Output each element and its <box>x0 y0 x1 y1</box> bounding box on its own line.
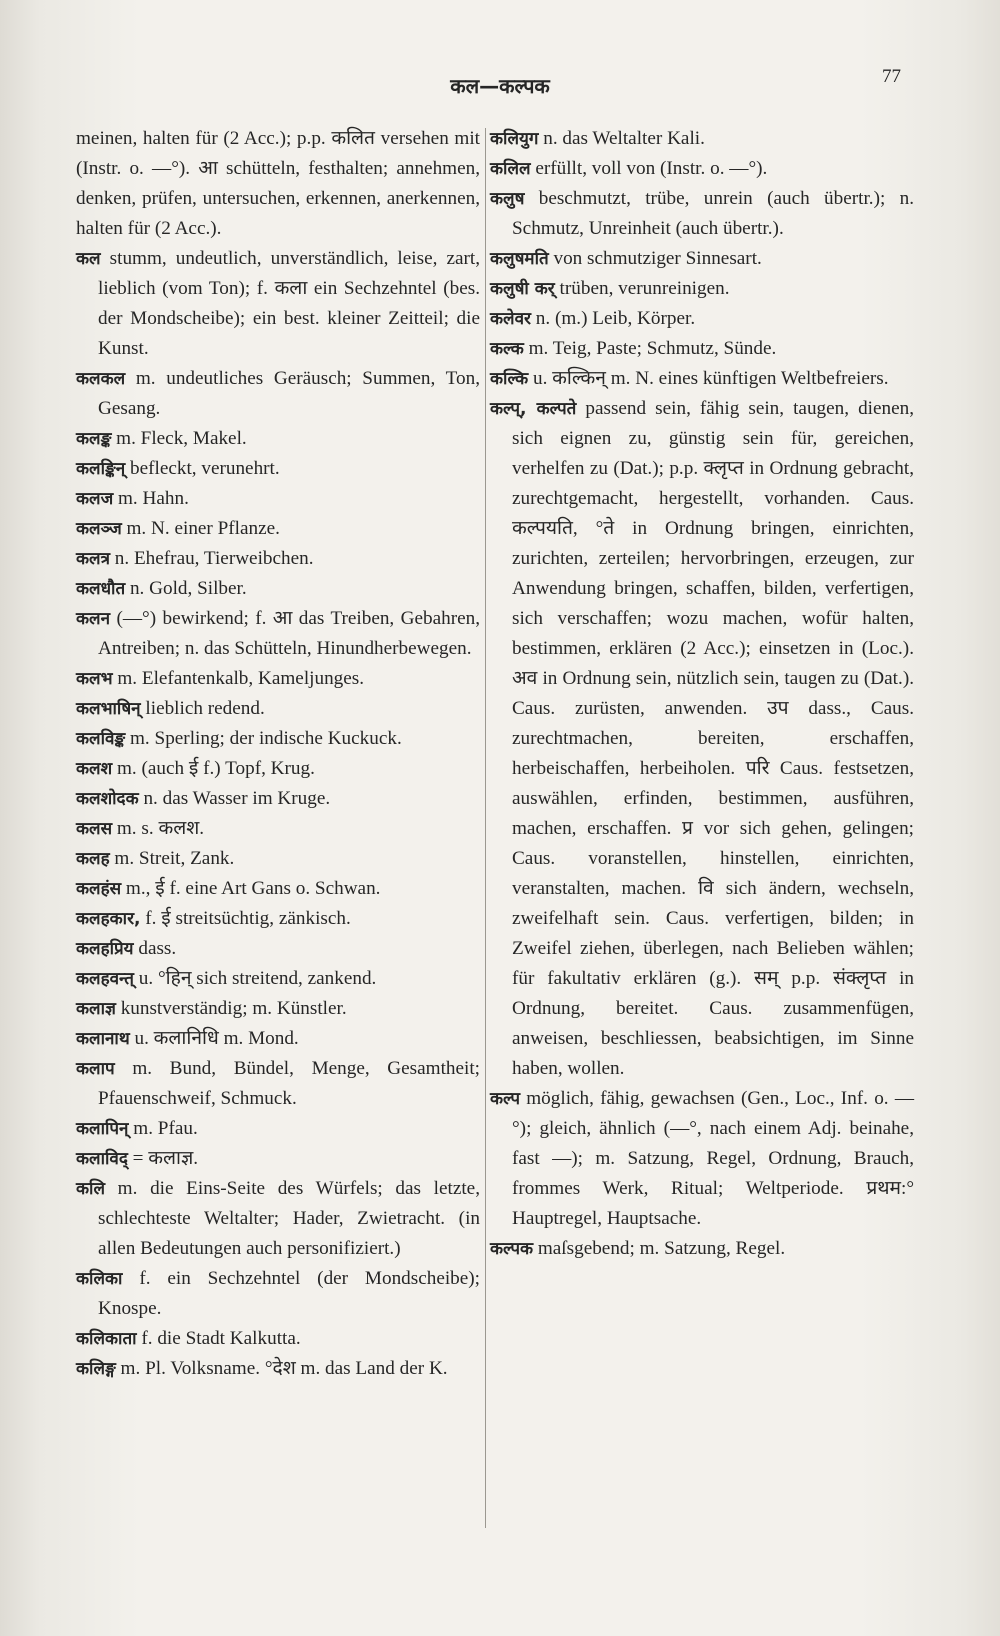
dictionary-entry <box>76 724 480 754</box>
entry-definition: m. Teig, Paste; Schmutz, Sünde. <box>528 338 777 359</box>
entry-definition: meinen, halten für (2 Acc.); p.p. कलित versehen mit (Instr. o. —°). आ schütteln, festhalten; annehmen, denken, prüfen, untersuchen, erkennen, anerkennen, halten für (2 Acc.). <box>76 128 480 239</box>
dictionary-entry <box>76 574 480 604</box>
entry-definition: = कलाज्ञ. <box>132 1148 199 1169</box>
dictionary-entry <box>76 124 480 244</box>
dictionary-entry <box>76 844 480 874</box>
entry-definition: m. Streit, Zank. <box>114 848 235 869</box>
entry-lemma: कल्प्, कल्पते <box>490 399 577 419</box>
dictionary-entry <box>76 784 480 814</box>
entry-lemma: कलह <box>76 849 110 869</box>
entry-lemma: कलाविद् <box>76 1149 128 1169</box>
dictionary-entry <box>76 754 480 784</box>
dictionary-entry <box>76 484 480 514</box>
dictionary-entry <box>490 184 914 244</box>
entry-lemma: कलविङ्क <box>76 729 126 749</box>
dictionary-entry <box>76 1114 480 1144</box>
entry-definition: passend sein, fähig sein, taugen, dienen, sich eignen zu, günstig sein für, gereichen, verhelfen zu (Dat.); p.p. क्लृप्त in Ordnung gebracht, zurechtgemacht, hergestellt, vorhanden. Caus. कल्पयति, °ते in Ordnung bringen, einrichten, zurichten, zerteilen; hervorbringen, erzeugen, zur Anwendung bringen, schaffen, bilden, verfertigen, sich verschaffen; wozu machen, wofür halten, bestimmen, erklären (2 Acc.); einsetzen in (Loc.). अव in Ordnung sein, nützlich sein, taugen zu (Dat.). Caus. zurüsten, anwenden. उप dass., Caus. zurechtmachen, bereiten, erschaffen, herbeischaffen, herbeiholen. परि Caus. festsetzen, auswählen, erfinden, bestimmen, ausführen, machen, erschaffen. प्र vor sich gehen, gelingen; Caus. voranstellen, hinstellen, einrichten, veranstalten, machen. वि sich ändern, wechseln, zweifelhaft sein. Caus. verfertigen, bilden; in Zweifel ziehen, überlegen, nach Belieben wählen; für fakultativ erklären (g.). सम् p.p. संक्लृप्त in Ordnung, bereitet. Caus. zusammenfügen, anweisen, beschliessen, beabsichtigen, im Sinne haben, wollen. <box>512 398 915 1079</box>
entry-definition: m. Fleck, Makel. <box>116 428 247 449</box>
entry-lemma: कलभ <box>76 669 113 689</box>
entry-definition: u. कलानिधि m. Mond. <box>134 1028 299 1049</box>
page-number: 77 <box>882 66 901 87</box>
dictionary-entry <box>76 1264 480 1324</box>
entry-definition: m. Hahn. <box>118 488 189 509</box>
entry-lemma: कलेवर <box>490 309 531 329</box>
entry-definition: m. (auch ई f.) Topf, Krug. <box>116 758 315 779</box>
dictionary-entry <box>490 364 914 394</box>
dictionary-entry <box>76 1174 480 1264</box>
dictionary-entry <box>76 1024 480 1054</box>
entry-lemma: कलियुग <box>490 129 539 149</box>
entry-definition: f. ई streitsüchtig, zänkisch. <box>145 908 351 929</box>
entry-definition: m. Sperling; der indische Kuckuck. <box>130 728 402 749</box>
entry-lemma: कलिङ्ग <box>76 1359 116 1379</box>
entry-lemma: कलत्र <box>76 549 110 569</box>
dictionary-entry <box>76 664 480 694</box>
dictionary-entry <box>76 994 480 1024</box>
left-column <box>76 124 480 1384</box>
entry-definition: n. das Weltalter Kali. <box>543 128 705 149</box>
dictionary-entry <box>490 304 914 334</box>
dictionary-entry <box>76 364 480 424</box>
dictionary-entry <box>76 1144 480 1174</box>
entry-definition: n. (m.) Leib, Körper. <box>535 308 696 329</box>
entry-lemma: कल्कि <box>490 369 529 389</box>
dictionary-entry <box>76 964 480 994</box>
entry-lemma: कलिल <box>490 159 531 179</box>
dictionary-entry <box>76 244 480 364</box>
entry-definition: u. कल्किन् m. N. eines künftigen Weltbefreiers. <box>532 368 889 389</box>
entry-lemma: कलङ्किन् <box>76 459 126 479</box>
dictionary-entry <box>76 1354 480 1384</box>
entry-definition: m. Pfau. <box>133 1118 198 1139</box>
entry-lemma: कलज <box>76 489 114 509</box>
dictionary-entry <box>76 874 480 904</box>
entry-lemma: कलुषमति <box>490 249 549 269</box>
entry-lemma: कलङ्क <box>76 429 112 449</box>
entry-lemma: कलभाषिन् <box>76 699 141 719</box>
entry-lemma: कलस <box>76 819 113 839</box>
entry-lemma: कलुषी कर् <box>490 279 555 299</box>
dictionary-entry <box>76 604 480 664</box>
dictionary-entry <box>490 1234 914 1264</box>
entry-definition: m. N. einer Pflanze. <box>126 518 280 539</box>
entry-definition: m. Pl. Volksname. °देश m. das Land der K. <box>120 1358 448 1379</box>
entry-definition: n. Ehefrau, Tierweibchen. <box>114 548 314 569</box>
dictionary-entry <box>490 334 914 364</box>
entry-definition: maſsgebend; m. Satzung, Regel. <box>537 1238 786 1259</box>
entry-lemma: कलन <box>76 609 111 629</box>
dictionary-entry <box>76 1324 480 1354</box>
entry-definition: beschmutzt, trübe, unrein (auch übertr.); n. Schmutz, Unreinheit (auch übertr.). <box>512 188 914 239</box>
entry-lemma: कलकल <box>76 369 126 389</box>
dictionary-entry <box>76 934 480 964</box>
entry-definition: n. Gold, Silber. <box>129 578 247 599</box>
entry-lemma: कल्क <box>490 339 524 359</box>
entry-definition: n. das Wasser im Kruge. <box>143 788 331 809</box>
dictionary-entry <box>76 454 480 484</box>
entry-definition: trüben, verunreinigen. <box>559 278 730 299</box>
dictionary-entry <box>76 814 480 844</box>
entry-lemma: कलि <box>76 1179 105 1199</box>
entry-lemma: कलशोदक <box>76 789 139 809</box>
entry-lemma: कल <box>76 249 101 269</box>
entry-definition: kunstverständig; m. Künstler. <box>120 998 347 1019</box>
dictionary-entry <box>76 1054 480 1114</box>
entry-definition: erfüllt, voll von (Instr. o. —°). <box>535 158 768 179</box>
entry-definition: möglich, fähig, gewachsen (Gen., Loc., Inf. o. —°); gleich, ähnlich (—°, nach einem Adj. beinahe, fast —); m. Satzung, Regel, Ordnung, Brauch, frommes Werk, Ritual; Weltperiode. प्रथम:° Hauptregel, Hauptsache. <box>512 1088 915 1229</box>
dictionary-entry <box>490 124 914 154</box>
entry-lemma: कलहकार, <box>76 909 141 929</box>
right-column <box>490 124 914 1264</box>
entry-definition: m. Elefantenkalb, Kameljunges. <box>117 668 365 689</box>
entry-definition: (—°) bewirkend; f. आ das Treiben, Gebahren, Antreiben; n. das Schütteln, Hinundherbewegen. <box>98 608 480 659</box>
entry-lemma: कलानाथ <box>76 1029 130 1049</box>
entry-lemma: कलहप्रिय <box>76 939 134 959</box>
entry-lemma: कल्पक <box>490 1239 534 1259</box>
dictionary-entry <box>490 394 914 1084</box>
entry-definition: f. ein Sechzehntel (der Mondscheibe); Knospe. <box>98 1268 481 1319</box>
entry-definition: lieblich redend. <box>145 698 265 719</box>
dictionary-entry <box>490 244 914 274</box>
entry-lemma: कलहंस <box>76 879 122 899</box>
entry-lemma: कलुष <box>490 189 525 209</box>
entry-definition: m. undeutliches Geräusch; Summen, Ton, Gesang. <box>98 368 480 419</box>
entry-definition: befleckt, verunehrt. <box>129 458 280 479</box>
entry-lemma: कलश <box>76 759 113 779</box>
entry-lemma: कलिका <box>76 1269 123 1289</box>
dictionary-entry <box>76 544 480 574</box>
entry-lemma: कलिकाता <box>76 1329 137 1349</box>
dictionary-entry <box>490 154 914 184</box>
entry-lemma: कलञ्ज <box>76 519 122 539</box>
entry-definition: f. die Stadt Kalkutta. <box>141 1328 301 1349</box>
dictionary-entry <box>76 424 480 454</box>
column-divider <box>485 128 486 1528</box>
dictionary-entry <box>490 1084 914 1234</box>
entry-lemma: कलधौत <box>76 579 126 599</box>
entry-lemma: कल्प <box>490 1089 521 1109</box>
dictionary-entry <box>76 514 480 544</box>
dictionary-entry <box>490 274 914 304</box>
entry-definition: stumm, undeutlich, unverständlich, leise, zart, lieblich (vom Ton); f. कला ein Sechzehntel (bes. der Mondscheibe); ein best. kleiner Zeitteil; die Kunst. <box>98 248 480 359</box>
entry-definition: m. die Eins-Seite des Würfels; das letzte, schlechteste Weltalter; Hader, Zwietracht. (in allen Bedeutungen auch personifiziert.) <box>98 1178 480 1259</box>
dictionary-entry <box>76 904 480 934</box>
entry-definition: m., ई f. eine Art Gans o. Schwan. <box>125 878 381 899</box>
entry-lemma: कलाप <box>76 1059 115 1079</box>
entry-definition: m. s. कलश. <box>116 818 205 839</box>
entry-definition: von schmutziger Sinnesart. <box>553 248 762 269</box>
dictionary-entry <box>76 694 480 724</box>
page-header-title: कल—कल्पक <box>450 74 550 98</box>
entry-lemma: कलापिन् <box>76 1119 129 1139</box>
entry-definition: m. Bund, Bündel, Menge, Gesamtheit; Pfauenschweif, Schmuck. <box>98 1058 481 1109</box>
entry-definition: u. °हिन् sich streitend, zankend. <box>138 968 377 989</box>
entry-lemma: कलाज्ञ <box>76 999 116 1019</box>
entry-definition: dass. <box>138 938 177 959</box>
entry-lemma: कलहवन्त् <box>76 969 134 989</box>
